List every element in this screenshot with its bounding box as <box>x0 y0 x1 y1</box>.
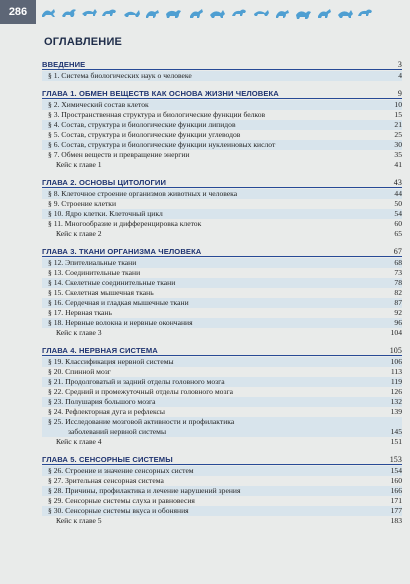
entry-title: § 12. Эпителиальные ткани <box>48 258 137 267</box>
entry-page-number: 4 <box>398 71 402 80</box>
entry-page-number: 60 <box>394 219 402 228</box>
entry-title: § 13. Соединительные ткани <box>48 268 141 277</box>
entry-page-number: 96 <box>394 318 402 327</box>
paragraph-entry <box>42 219 402 229</box>
paragraph-entry <box>42 110 402 120</box>
entry-title: § 7. Обмен веществ и превращение энергии <box>48 150 190 159</box>
entry-page-number: 87 <box>394 298 402 307</box>
entry-page-number: 78 <box>394 278 402 287</box>
table-of-contents <box>42 56 402 530</box>
paragraph-entry <box>42 278 402 288</box>
entry-page-number: 15 <box>394 110 402 119</box>
entry-page-number: 54 <box>394 209 402 218</box>
chapter-page-number: 153 <box>389 455 402 464</box>
entry-title: § 10. Ядро клетки. Клеточный цикл <box>48 209 163 218</box>
entry-title: § 20. Спинной мозг <box>48 367 111 376</box>
entry-page-number: 25 <box>394 130 402 139</box>
paragraph-entry <box>42 298 402 308</box>
entry-page-number: 106 <box>390 357 402 366</box>
entry-title: § 23. Полушария большого мозга <box>48 397 156 406</box>
entry-page-number: 145 <box>390 427 402 436</box>
paragraph-entry <box>42 150 402 160</box>
entry-title: § 4. Состав, структура и биологические функции липидов <box>48 120 236 129</box>
entry-title: § 9. Строение клетки <box>48 199 117 208</box>
chapter-heading <box>42 342 402 356</box>
paragraph-entry <box>42 466 402 476</box>
paragraph-entry <box>42 367 402 377</box>
paragraph-entry <box>42 71 402 81</box>
entry-page-number: 166 <box>390 486 402 495</box>
entry-page-number: 119 <box>390 377 402 386</box>
entry-page-number: 183 <box>390 516 402 525</box>
paragraph-entry <box>42 417 402 427</box>
entry-title: § 3. Пространственная структура и биологические функции белков <box>48 110 266 119</box>
entry-page-number: 126 <box>390 387 402 396</box>
entry-page-number: 10 <box>394 100 402 109</box>
paragraph-entry <box>42 209 402 219</box>
entry-page-number: 177 <box>390 506 402 515</box>
chapter-title: ГЛАВА 2. ОСНОВЫ ЦИТОЛОГИИ <box>42 178 167 187</box>
paragraph-entry <box>42 268 402 278</box>
chapter-title: ГЛАВА 4. НЕРВНАЯ СИСТЕМА <box>42 346 158 355</box>
entry-page-number: 21 <box>394 120 402 129</box>
entry-title: § 1. Система биологических наук о человеке <box>48 71 192 80</box>
paragraph-entry <box>42 199 402 209</box>
entry-title: § 14. Скелетные соединительные ткани <box>48 278 176 287</box>
entry-page-number: 41 <box>394 160 402 169</box>
entry-title: § 6. Состав, структура и биологические функции нуклеиновых кислот <box>48 140 276 149</box>
toc-section <box>42 451 402 526</box>
entry-page-number: 35 <box>394 150 402 159</box>
entry-title: § 25. Исследование мозговой активности и профилактика <box>48 417 235 426</box>
entry-title: Кейс к главе 3 <box>56 328 102 337</box>
entry-page-number: 65 <box>394 229 402 238</box>
entry-page-number: 160 <box>390 476 402 485</box>
paragraph-entry <box>42 407 402 417</box>
entry-title: § 29. Сенсорные системы слуха и равновесия <box>48 496 195 505</box>
entry-page-number: 44 <box>394 189 402 198</box>
paragraph-entry <box>42 476 402 486</box>
paragraph-entry <box>42 100 402 110</box>
paragraph-entry <box>42 486 402 496</box>
entry-title: § 27. Зрительная сенсорная система <box>48 476 164 485</box>
entry-title: § 5. Состав, структура и биологические функции углеводов <box>48 130 241 139</box>
paragraph-entry <box>42 357 402 367</box>
paragraph-entry <box>42 288 402 298</box>
paragraph-entry <box>42 387 402 397</box>
toc-section <box>42 243 402 338</box>
chapter-heading <box>42 451 402 465</box>
case-entry <box>42 229 402 239</box>
entry-title: Кейс к главе 1 <box>56 160 102 169</box>
paragraph-entry <box>42 189 402 199</box>
entry-title: Кейс к главе 2 <box>56 229 102 238</box>
entry-title: § 28. Причины, профилактика и лечение нарушений зрения <box>48 486 241 495</box>
chapter-title: ВВЕДЕНИЕ <box>42 60 86 69</box>
entry-title: § 26. Строение и значение сенсорных систем <box>48 466 194 475</box>
entry-page-number: 104 <box>390 328 402 337</box>
entry-page-number: 68 <box>394 258 402 267</box>
chapter-title: ГЛАВА 5. СЕНСОРНЫЕ СИСТЕМЫ <box>42 455 173 464</box>
entry-title: § 17. Нервная ткань <box>48 308 112 317</box>
chapter-page-number: 3 <box>397 60 402 69</box>
case-entry <box>42 437 402 447</box>
entry-page-number: 171 <box>390 496 402 505</box>
case-entry <box>42 160 402 170</box>
toc-section <box>42 342 402 447</box>
chapter-heading <box>42 56 402 70</box>
chapter-title: ГЛАВА 1. ОБМЕН ВЕЩЕСТВ КАК ОСНОВА ЖИЗНИ ЧЕЛОВЕКА <box>42 89 279 98</box>
entry-title: § 2. Химический состав клеток <box>48 100 149 109</box>
page-number: 286 <box>0 0 36 24</box>
entry-page-number: 92 <box>394 308 402 317</box>
chapter-heading <box>42 85 402 99</box>
toc-section <box>42 85 402 170</box>
paragraph-entry <box>42 308 402 318</box>
entry-title: § 21. Продолговатый и задний отделы головного мозга <box>48 377 225 386</box>
chapter-heading <box>42 243 402 257</box>
toc-section <box>42 174 402 239</box>
chapter-page-number: 43 <box>393 178 402 187</box>
entry-title: § 16. Сердечная и гладкая мышечные ткани <box>48 298 189 307</box>
toc-section <box>42 56 402 81</box>
entry-page-number: 154 <box>390 466 402 475</box>
paragraph-entry <box>42 496 402 506</box>
entry-title: Кейс к главе 5 <box>56 516 102 525</box>
entry-title: § 30. Сенсорные системы вкуса и обоняния <box>48 506 189 515</box>
entry-title: § 8. Клеточное строение организмов животных и человека <box>48 189 238 198</box>
entry-page-number: 30 <box>394 140 402 149</box>
entry-title: § 24. Рефлекторная дуга и рефлексы <box>48 407 165 416</box>
chapter-page-number: 67 <box>393 247 402 256</box>
toc-title: ОГЛАВЛЕНИЕ <box>44 36 123 48</box>
paragraph-entry <box>42 397 402 407</box>
chapter-title: ГЛАВА 3. ТКАНИ ОРГАНИЗМА ЧЕЛОВЕКА <box>42 247 202 256</box>
entry-page-number: 151 <box>390 437 402 446</box>
entry-title: § 22. Средний и промежуточный отделы головного мозга <box>48 387 233 396</box>
entry-title: § 15. Скелетная мышечная ткань <box>48 288 154 297</box>
entry-title: § 19. Классификация нервной системы <box>48 357 174 366</box>
chapter-heading <box>42 174 402 188</box>
paragraph-entry <box>42 427 402 437</box>
case-entry <box>42 328 402 338</box>
paragraph-entry <box>42 140 402 150</box>
paragraph-entry <box>42 377 402 387</box>
entry-page-number: 82 <box>394 288 402 297</box>
entry-title: § 18. Нервные волокна и нервные окончания <box>48 318 193 327</box>
entry-page-number: 73 <box>394 268 402 277</box>
entry-page-number: 50 <box>394 199 402 208</box>
paragraph-entry <box>42 506 402 516</box>
entry-title: Кейс к главе 4 <box>56 437 102 446</box>
entry-title: § 11. Многообразие и дифференцировка клеток <box>48 219 202 228</box>
paragraph-entry <box>42 318 402 328</box>
chapter-page-number: 105 <box>389 346 402 355</box>
chapter-page-number: 9 <box>397 89 402 98</box>
paragraph-entry <box>42 120 402 130</box>
entry-page-number: 139 <box>390 407 402 416</box>
entry-page-number: 132 <box>390 397 402 406</box>
entry-page-number: 113 <box>390 367 402 376</box>
paragraph-entry <box>42 258 402 268</box>
case-entry <box>42 516 402 526</box>
paragraph-entry <box>42 130 402 140</box>
animal-silhouettes-decoration <box>40 4 378 20</box>
entry-title: заболеваний нервной системы <box>68 427 167 436</box>
